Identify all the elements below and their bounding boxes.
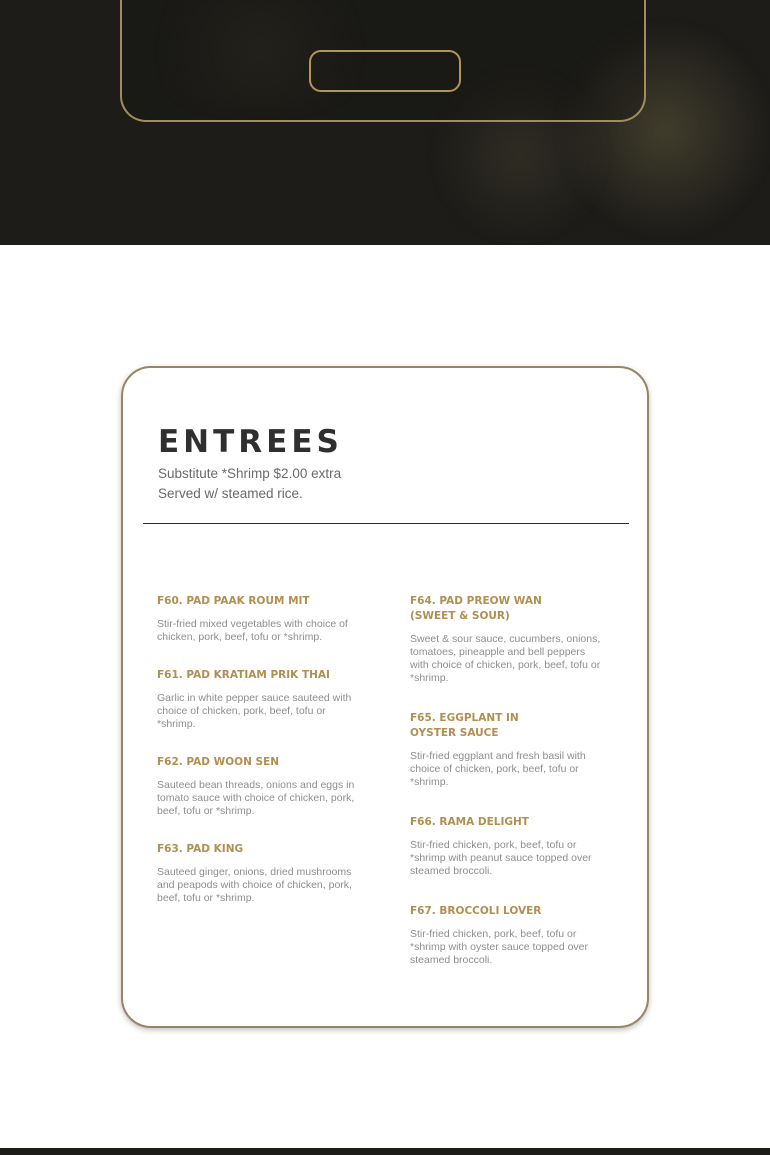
menu-item-name: F64. PAD PREOW WAN (SWEET & SOUR) [410,595,542,622]
entrees-menu-card [121,366,649,1028]
menu-item [157,594,367,644]
divider [143,523,629,524]
menu-column-right [410,594,620,993]
menu-subtitle-line: Substitute *Shrimp $2.00 extra [158,466,342,481]
menu-item-description: Stir-fried mixed vegetables with choice of chicken, pork, beef, tofu or *shrimp. [157,618,348,643]
menu-item [410,904,620,967]
menu-item-description: Stir-fried chicken, pork, beef, tofu or *shrimp with oyster sauce topped over steamed broccoli. [410,928,589,966]
menu-item [157,668,367,731]
menu-column-left [157,594,367,929]
menu-item-description: Stir-fried chicken, pork, beef, tofu or *shrimp with peanut sauce topped over steamed broccoli. [410,839,592,877]
menu-item-name: F61. PAD KRATIAM PRIK THAI [157,669,330,681]
menu-item [157,755,367,818]
menu-item-name: F66. RAMA DELIGHT [410,816,529,828]
menu-item [410,815,620,878]
menu-title: ENTREES [158,424,343,460]
hero-cta-button[interactable] [309,50,461,92]
menu-item-description: Sweet & sour sauce, cucumbers, onions, tomatoes, pineapple and bell peppers with choice of chicken, pork, beef, tofu or *shrimp. [410,633,601,684]
footer-edge [0,1148,770,1155]
menu-item-name: F62. PAD WOON SEN [157,756,280,768]
menu-item-name: F65. EGGPLANT IN OYSTER SAUCE [410,712,519,739]
menu-item-name: F60. PAD PAAK ROUM MIT [157,595,310,607]
menu-item-description: Stir-fried eggplant and fresh basil with choice of chicken, pork, beef, tofu or *shrimp. [410,750,586,788]
menu-subtitle-line: Served w/ steamed rice. [158,486,303,501]
menu-item-description: Sauteed ginger, onions, dried mushrooms and peapods with choice of chicken, pork, beef, tofu or *shrimp. [157,866,352,904]
menu-item [410,594,620,685]
menu-item-name: F63. PAD KING [157,843,244,855]
menu-item-description: Garlic in white pepper sauce sauteed with choice of chicken, pork, beef, tofu or *shrimp. [157,692,352,730]
menu-item [410,711,620,789]
menu-item [157,842,367,905]
menu-item-description: Sauteed bean threads, onions and eggs in tomato sauce with choice of chicken, pork, beef, tofu or *shrimp. [157,779,355,817]
menu-item-name: F67. BROCCOLI LOVER [410,905,542,917]
hero-section [0,0,770,245]
